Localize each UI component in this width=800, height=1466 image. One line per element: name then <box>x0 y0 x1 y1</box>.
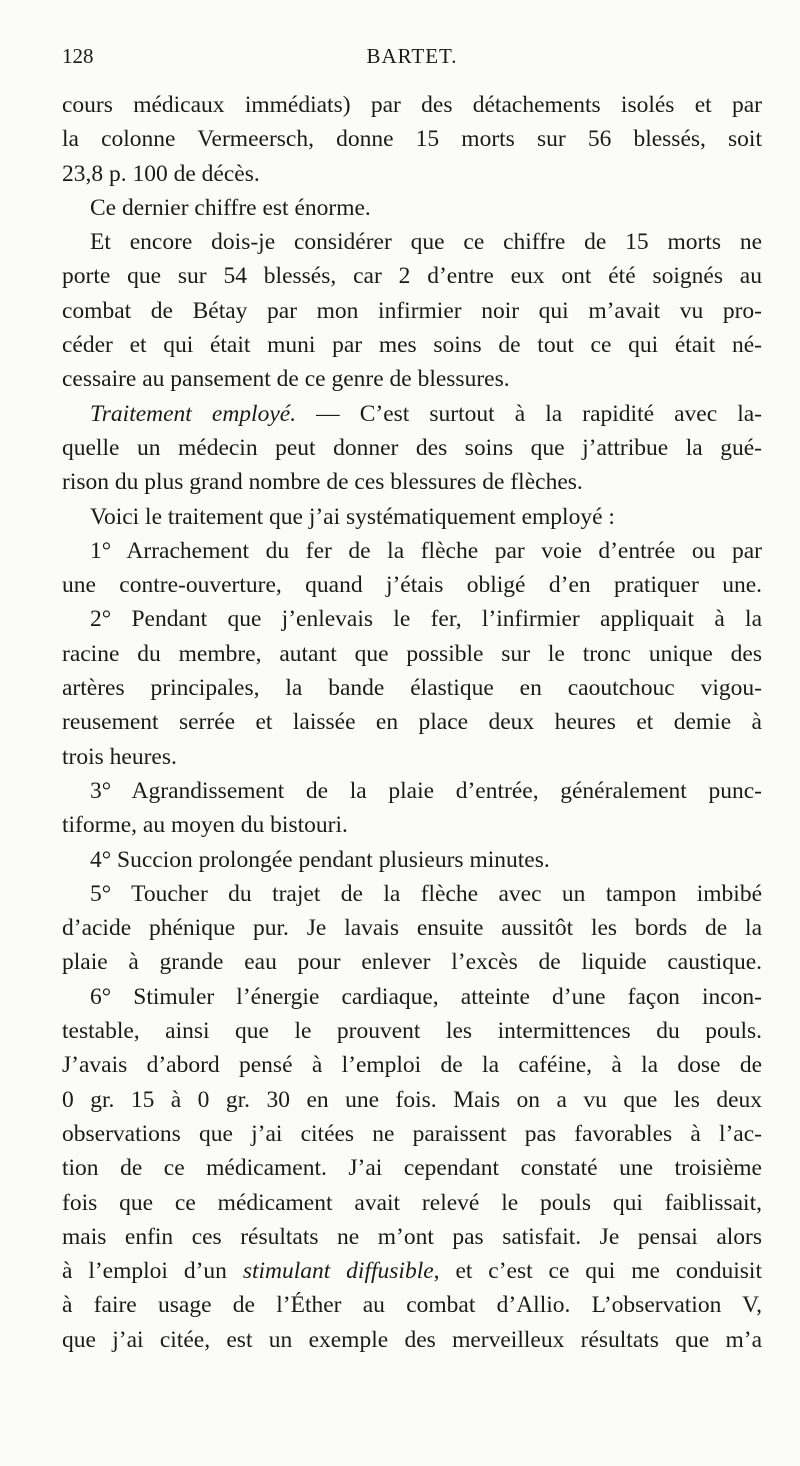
line-text: Et encore dois-je considérer que ce chiffre de 15 morts ne <box>90 229 762 256</box>
line-text: d’acide phénique pur. Je lavais ensuite aussitôt les bords de la <box>62 915 762 942</box>
text-line <box>62 843 762 877</box>
text-line <box>62 1151 762 1185</box>
line-text: 4° Succion prolongée pendant plusieurs minutes. <box>90 846 550 873</box>
line-text: observations que j’ai citées ne paraissent pas favorables à l’ac- <box>62 1120 762 1147</box>
text-line <box>62 1048 762 1082</box>
line-text: que j’ai citée, est un exemple des merveilleux résultats que m’a <box>62 1326 762 1353</box>
line-text: à faire usage de l’Éther au combat d’Allio. L’observation V, <box>62 1292 762 1319</box>
line-text: tion de ce médicament. J’ai cependant constaté une troisième <box>62 1155 762 1182</box>
text-line <box>62 602 762 636</box>
page-number: 128 <box>62 44 94 68</box>
line-text: artères principales, la bande élastique en caoutchouc vigou- <box>62 675 762 702</box>
line-text: cessaire au pansement de ce genre de blessures. <box>62 366 510 393</box>
line-text: la colonne Vermeersch, donne 15 morts sur 56 blessés, soit <box>62 126 762 153</box>
line-text: Voici le traitement que j’ai systématiquement employé : <box>90 503 615 530</box>
italic-term: stimulant diffusible <box>242 1258 434 1285</box>
line-text: trois heures. <box>62 743 177 770</box>
text-line <box>62 122 762 156</box>
text-line <box>62 911 762 945</box>
text-line <box>62 157 762 191</box>
line-text: quelle un médecin peut donner des soins que j’attribue la gué- <box>62 434 762 461</box>
line-text: 2° Pendant que j’enlevais le fer, l’infirmier appliquait à la <box>90 606 762 633</box>
text-line <box>62 1254 762 1288</box>
text-line <box>62 637 762 671</box>
line-text: fois que ce médicament avait relevé le pouls qui faiblissait, <box>62 1189 762 1216</box>
line-text: une contre-ouverture, quand j’étais obligé d’en pratiquer une. <box>62 572 762 599</box>
text-line <box>62 740 762 774</box>
text-line <box>62 1014 762 1048</box>
text-line <box>62 1083 762 1117</box>
line-text: mais enfin ces résultats ne m’ont pas satisfait. Je pensai alors <box>62 1223 762 1250</box>
line-text: — C’est surtout à la rapidité avec la- <box>296 400 762 427</box>
text-line <box>62 774 762 808</box>
line-text: céder et qui était muni par mes soins de tout ce qui était né- <box>62 332 762 359</box>
italic-heading: Traitement employé. <box>90 400 297 427</box>
text-line <box>62 88 762 122</box>
line-text-after: , et c’est ce qui me conduisit <box>433 1258 762 1285</box>
text-line <box>62 671 762 705</box>
running-title: BARTET. <box>366 44 458 68</box>
text-line <box>62 1220 762 1254</box>
text-line <box>62 1117 762 1151</box>
text-line <box>62 1186 762 1220</box>
text-line <box>62 431 762 465</box>
text-line <box>62 534 762 568</box>
text-line <box>62 500 762 534</box>
text-line <box>62 705 762 739</box>
text-line <box>62 294 762 328</box>
line-text: 23,8 p. 100 de décès. <box>62 160 260 187</box>
text-line <box>62 225 762 259</box>
text-line <box>62 945 762 979</box>
line-text: porte que sur 54 blessés, car 2 d’entre eux ont été soignés au <box>62 263 762 290</box>
line-text: reusement serrée et laissée en place deux heures et demie à <box>62 709 762 736</box>
body-text <box>62 88 762 1357</box>
text-line <box>62 980 762 1014</box>
text-line <box>62 191 762 225</box>
line-text: Ce dernier chiffre est énorme. <box>90 194 371 221</box>
line-text: à l’emploi d’un <box>62 1258 243 1285</box>
line-text: 6° Stimuler l’énergie cardiaque, atteinte d’une façon incon- <box>90 983 762 1010</box>
page-header <box>62 44 762 74</box>
text-line <box>62 568 762 602</box>
text-line <box>62 877 762 911</box>
line-text: cours médicaux immédiats) par des détachements isolés et par <box>62 92 762 118</box>
text-line <box>62 259 762 293</box>
line-text: 5° Toucher du trajet de la flèche avec un tampon imbibé <box>90 880 762 907</box>
line-text: 1° Arrachement du fer de la flèche par voie d’entrée ou par <box>90 537 762 564</box>
line-text: racine du membre, autant que possible sur le tronc unique des <box>62 640 762 667</box>
line-text: testable, ainsi que le prouvent les intermittences du pouls. <box>62 1018 762 1045</box>
text-line <box>62 328 762 362</box>
line-text: 3° Agrandissement de la plaie d’entrée, généralement punc- <box>90 777 762 804</box>
line-text: J’avais d’abord pensé à l’emploi de la caféine, à la dose de <box>62 1052 762 1079</box>
text-line <box>62 397 762 431</box>
text-line <box>62 1323 762 1357</box>
line-text: rison du plus grand nombre de ces blessures de flèches. <box>62 469 583 496</box>
line-text: combat de Bétay par mon infirmier noir qui m’avait vu pro- <box>62 297 762 324</box>
line-text: 0 gr. 15 à 0 gr. 30 en une fois. Mais on a vu que les deux <box>62 1086 762 1113</box>
line-text: tiforme, au moyen du bistouri. <box>62 812 348 839</box>
text-line <box>62 808 762 842</box>
text-line <box>62 1288 762 1322</box>
text-line <box>62 362 762 396</box>
line-text: plaie à grande eau pour enlever l’excès de liquide caustique. <box>62 949 762 976</box>
text-line <box>62 465 762 499</box>
